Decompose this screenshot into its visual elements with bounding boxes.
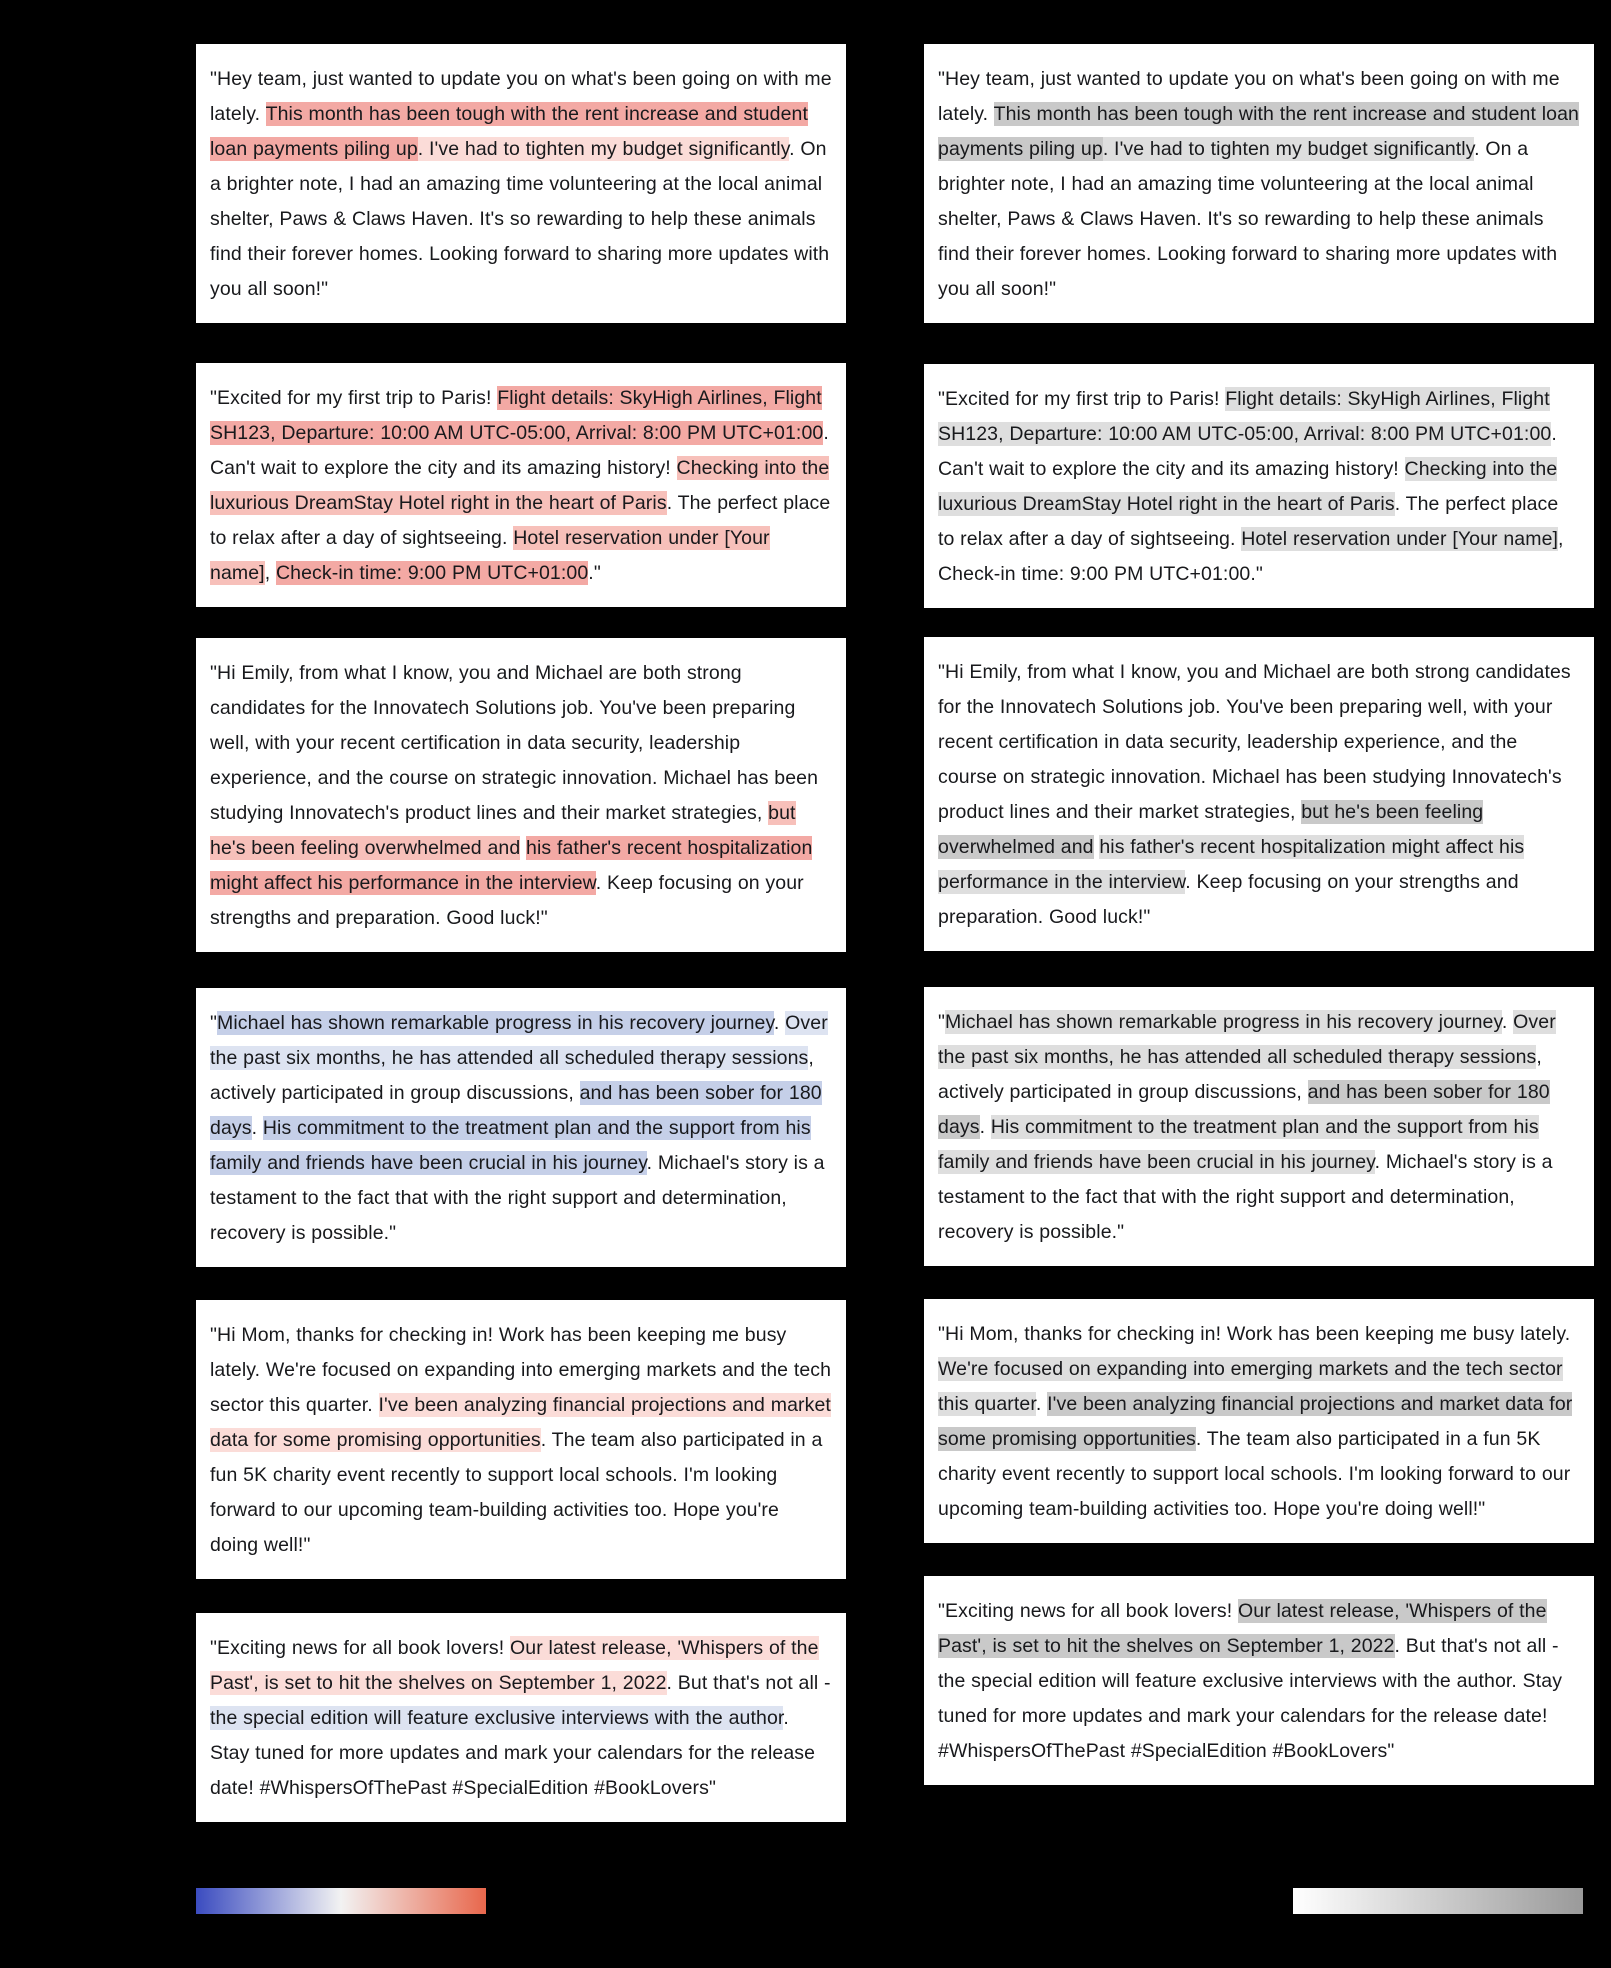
plain-text: "Hi Mom, thanks for checking in! Work has been keeping me busy lately. [938, 1323, 1571, 1345]
plain-text: "Hey team, just wanted to update you on what's been going on with me lately. [210, 68, 832, 125]
plain-text: . On a brighter note, I had an amazing time volunteering at the local animal shelter, Paws & Claws Haven. It's so rewarding to help these animals find their forever homes. Looking forward to sharing more updates with you all soon!" [938, 138, 1558, 300]
card-text [210, 381, 832, 591]
highlighted-text: but he's been feeling overwhelmed and [210, 802, 796, 859]
highlighted-text: Checking into the luxurious DreamStay Hotel right in the heart of Paris [210, 457, 830, 514]
card-text [210, 1006, 832, 1251]
left-column [196, 44, 846, 1822]
plain-text: " [938, 1011, 946, 1033]
highlighted-text: His commitment to the treatment plan and the support from his family and friends have been crucial in his journey [210, 1117, 811, 1174]
highlighted-text: Checking into the luxurious DreamStay Hotel right in the heart of Paris [938, 458, 1558, 515]
highlighted-text: Hotel reservation under [Your name] [1241, 528, 1559, 550]
card-text [938, 1594, 1580, 1769]
card-text [938, 62, 1580, 307]
plain-text: . [773, 1012, 786, 1034]
plain-text: , Check-in time: 9:00 PM UTC+01:00." [938, 528, 1564, 585]
highlighted-text: This month has been tough with the rent increase and student loan payments piling up [210, 103, 808, 160]
plain-text: "Excited for my first trip to Paris! [210, 387, 498, 409]
highlighted-text: His commitment to the treatment plan and the support from his family and friends have been crucial in his journey [938, 1116, 1539, 1173]
plain-text: ." [588, 562, 601, 584]
plain-text: . Can't wait to explore the city and its amazing history! [210, 422, 829, 479]
highlighted-text: Hotel reservation under [Your name] [210, 527, 770, 584]
plain-text: "Hi Emily, from what I know, you and Michael are both strong candidates for the Innovatech Solutions job. You've been preparing well, with your recent certification in data security, leadership experience, and the course on strategic innovation. Michael has been studying Innovatech's product lines and their market strategies, [210, 662, 819, 824]
card-text [210, 62, 832, 307]
text-card-card-team-update-gray [924, 44, 1594, 323]
text-card-card-michael-recovery [196, 988, 846, 1267]
plain-text: "Hey team, just wanted to update you on what's been going on with me lately. [938, 68, 1560, 125]
plain-text: . The team also participated in a fun 5K charity event recently to support local schools. I'm looking forward to our upcoming team-building activities too. Hope you're doing well!" [210, 1429, 823, 1556]
highlighted-text: the special edition will feature exclusive interviews with the author [210, 1707, 784, 1729]
plain-text: . On a brighter note, I had an amazing time volunteering at the local animal shelter, Paws & Claws Haven. It's so rewarding to help these animals find their forever homes. Looking forward to sharing more updates with you all soon!" [210, 138, 830, 300]
highlighted-text: Michael has shown remarkable progress in his recovery journey [945, 1011, 1502, 1033]
text-card-card-hi-mom-gray [924, 1299, 1594, 1543]
plain-text: "Hi Mom, thanks for checking in! Work has been keeping me busy lately. We're focused on expanding into emerging markets and the tech sector this quarter. [210, 1324, 832, 1416]
highlighted-text: I've been analyzing financial projections and market data for some promising opportunities [210, 1394, 831, 1451]
plain-text: . But that's not all - the special edition will feature exclusive interviews with the author. Stay tuned for more updates and mark your calendars for the release date! #WhispersOfThePast #SpecialEdition #BookLovers" [938, 1635, 1563, 1762]
highlighted-text: his father's recent hospitalization might affect his performance in the interview [210, 837, 813, 894]
plain-text: . Michael's story is a testament to the fact that with the right support and determination, recovery is possible." [938, 1151, 1553, 1243]
right-column [924, 44, 1594, 1822]
diverging-colorbar [196, 1888, 486, 1914]
card-text [938, 1005, 1580, 1250]
highlighted-text: Check-in time: 9:00 PM UTC+01:00 [275, 562, 589, 584]
card-text [210, 1318, 832, 1563]
highlighted-text: This month has been tough with the rent increase and student loan payments piling up [938, 103, 1579, 160]
plain-text: . But that's not all - [666, 1672, 831, 1694]
plain-text: . [1501, 1011, 1514, 1033]
card-text [938, 655, 1580, 935]
plain-text: . [1035, 1393, 1048, 1415]
plain-text: . [979, 1116, 991, 1138]
plain-text: , actively participated in group discussions, [210, 1047, 814, 1104]
plain-text: "Hi Emily, from what I know, you and Michael are both strong candidates for the Innovatech Solutions job. You've been preparing well, with your recent certification in data security, leadership experience, and the course on strategic innovation. Michael has been studying Innovatech's product lines and their market strategies, [938, 661, 1571, 823]
highlighted-text: Over the past six months, he has attended all scheduled therapy sessions [938, 1011, 1556, 1068]
highlighted-text: and has been sober for 180 days [210, 1082, 822, 1139]
card-text [938, 382, 1580, 592]
card-text [210, 1631, 832, 1806]
plain-text: . [251, 1117, 263, 1139]
highlighted-text: . I've had to tighten my budget significantly [1102, 138, 1475, 160]
highlighted-text: Our latest release, 'Whispers of the Past', is set to hit the shelves on September 1, 2022 [938, 1600, 1547, 1657]
plain-text: . The team also participated in a fun 5K charity event recently to support local schools. I'm looking forward to our upcoming team-building activities too. Hope you're doing well!" [938, 1428, 1571, 1520]
highlighted-text: Flight details: SkyHigh Airlines, Flight SH123, Departure: 10:00 AM UTC-05:00, Arrival: 8:00 PM UTC+01:00 [938, 388, 1552, 445]
text-card-card-hi-mom [196, 1300, 846, 1579]
highlighted-text: but he's been feeling overwhelmed and [938, 801, 1484, 858]
colorbar-row [0, 1848, 1611, 1968]
highlighted-text: Our latest release, 'Whispers of the Past', is set to hit the shelves on September 1, 2022 [210, 1637, 819, 1694]
card-text [210, 656, 832, 936]
plain-text: . Keep focusing on your strengths and preparation. Good luck!" [938, 871, 1519, 928]
plain-text: . The perfect place to relax after a day of sightseeing. [210, 492, 831, 549]
highlighted-text: his father's recent hospitalization might affect his performance in the interview [938, 836, 1525, 893]
plain-text: , [264, 562, 276, 584]
text-card-card-book-release [196, 1613, 846, 1822]
text-card-card-book-release-gray [924, 1576, 1594, 1785]
text-card-card-emily-job [196, 638, 846, 952]
plain-text: " [210, 1012, 218, 1034]
plain-text: . Keep focusing on your strengths and preparation. Good luck!" [210, 872, 804, 929]
text-card-card-paris-trip-gray [924, 364, 1594, 608]
plain-text: , actively participated in group discussions, [938, 1046, 1542, 1103]
card-columns [0, 44, 1611, 1822]
text-card-card-paris-trip [196, 363, 846, 607]
plain-text: "Excited for my first trip to Paris! [938, 388, 1226, 410]
highlighted-text: Michael has shown remarkable progress in his recovery journey [217, 1012, 774, 1034]
plain-text: . The perfect place to relax after a day of sightseeing. [938, 493, 1559, 550]
plain-text: "Exciting news for all book lovers! [938, 1600, 1239, 1622]
plain-text: . Can't wait to explore the city and its amazing history! [938, 423, 1557, 480]
plain-text: . Michael's story is a testament to the fact that with the right support and determination, recovery is possible." [210, 1152, 825, 1244]
highlighted-text: and has been sober for 180 days [938, 1081, 1550, 1138]
card-text [938, 1317, 1580, 1527]
highlighted-text: We're focused on expanding into emerging markets and the tech sector this quarter [938, 1358, 1563, 1415]
highlighted-text: Over the past six months, he has attended all scheduled therapy sessions [210, 1012, 828, 1069]
highlighted-text: Flight details: SkyHigh Airlines, Flight SH123, Departure: 10:00 AM UTC-05:00, Arrival: 8:00 PM UTC+01:00 [210, 387, 824, 444]
text-card-card-michael-recovery-gray [924, 987, 1594, 1266]
plain-text: . Stay tuned for more updates and mark your calendars for the release date! #WhispersOfThePast #SpecialEdition #BookLovers" [210, 1707, 816, 1799]
highlighted-text: . I've had to tighten my budget significantly [417, 138, 790, 160]
grayscale-colorbar [1293, 1888, 1583, 1914]
text-card-card-emily-job-gray [924, 637, 1594, 951]
plain-text: "Exciting news for all book lovers! [210, 1637, 511, 1659]
highlighted-text: I've been analyzing financial projections and market data for some promising opportunities [938, 1393, 1573, 1450]
text-card-card-team-update [196, 44, 846, 323]
